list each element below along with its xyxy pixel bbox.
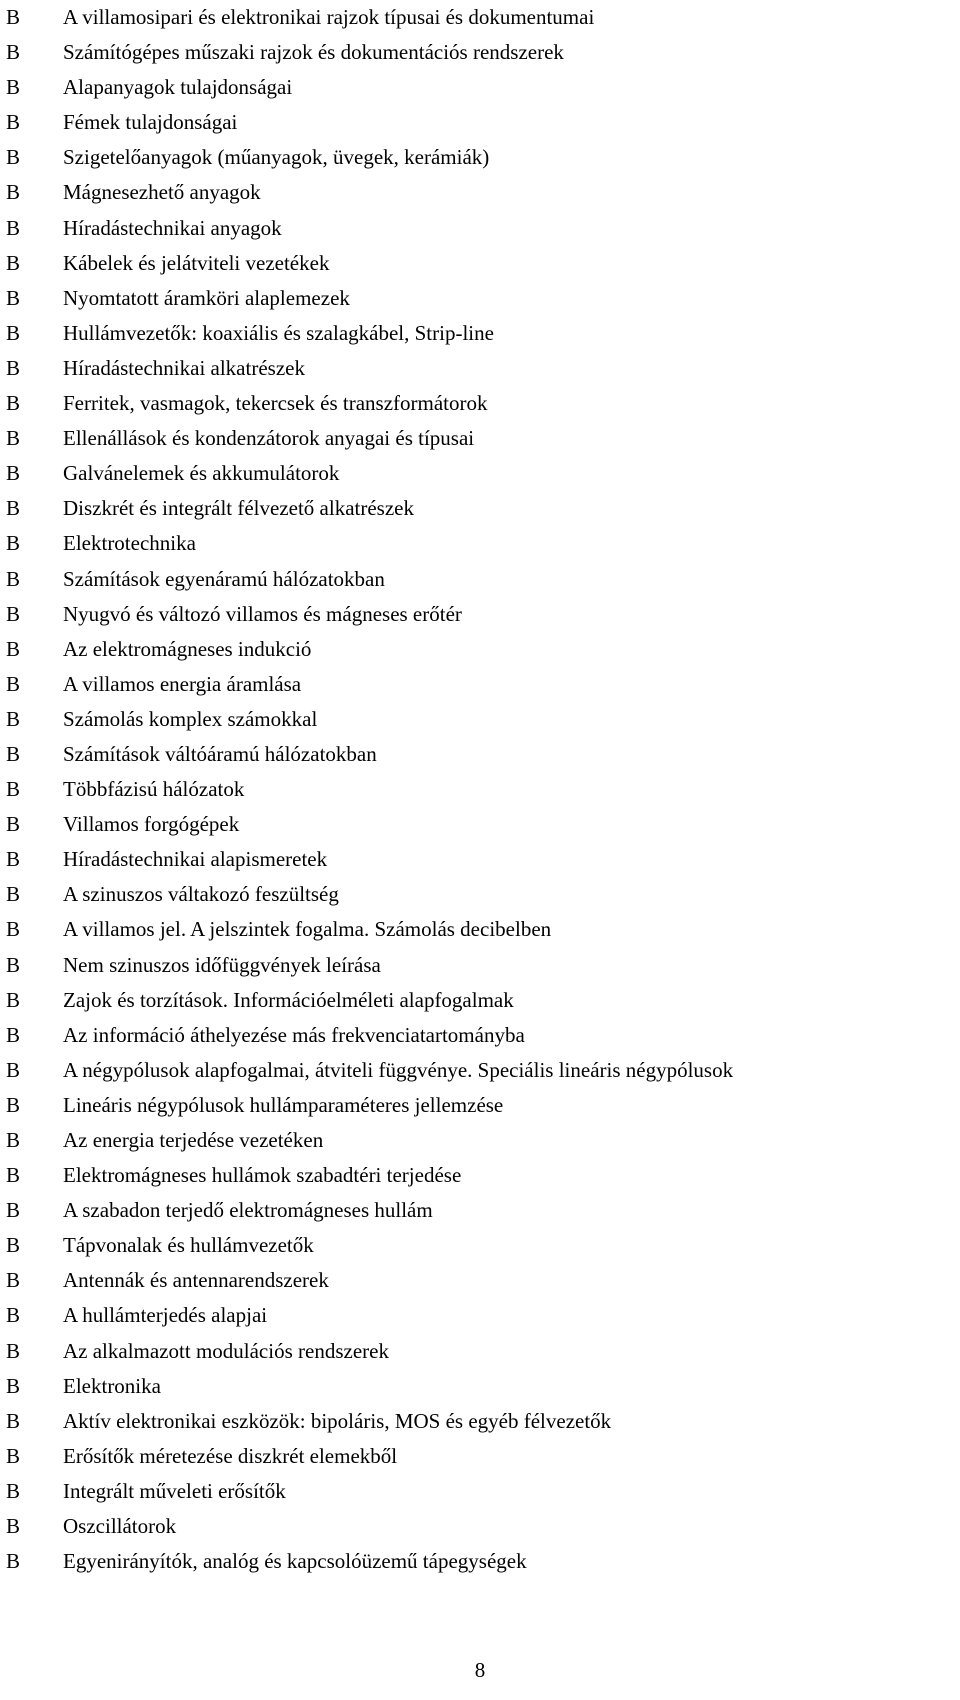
level-marker: B (6, 1549, 21, 1574)
topic-row (6, 877, 954, 912)
level-marker: B (6, 1163, 21, 1188)
topic-title: Híradástechnikai alapismeretek (63, 847, 328, 872)
topic-row (6, 456, 954, 491)
topic-row (6, 316, 954, 351)
level-marker: B (6, 987, 21, 1012)
level-marker: B (6, 601, 21, 626)
level-marker: B (6, 847, 21, 872)
topic-row (6, 562, 954, 597)
topic-row (6, 105, 954, 140)
topic-row (6, 1193, 954, 1228)
topic-title: Tápvonalak és hullámvezetők (63, 1233, 314, 1258)
level-marker: B (6, 1478, 21, 1503)
topic-title: Híradástechnikai anyagok (63, 215, 282, 240)
topic-title: A négypólusok alapfogalmai, átviteli függvénye. Speciális lineáris négypólusok (63, 1057, 734, 1082)
topic-row (6, 526, 954, 561)
level-marker: B (6, 777, 21, 802)
topic-title: Diszkrét és integrált félvezető alkatrészek (63, 496, 414, 521)
topic-title: Elektronika (63, 1373, 161, 1398)
level-marker: B (6, 671, 21, 696)
topic-title: Nyomtatott áramköri alaplemezek (63, 285, 350, 310)
level-marker: B (6, 1268, 21, 1293)
level-marker: B (6, 917, 21, 942)
level-marker: B (6, 320, 21, 345)
topic-title: Az energia terjedése vezetéken (63, 1128, 324, 1152)
topic-row (6, 35, 954, 70)
topic-title: Aktív elektronikai eszközök: bipoláris, MOS és egyéb félvezetők (63, 1408, 612, 1433)
level-marker: B (6, 426, 21, 451)
topic-row (6, 737, 954, 772)
topic-title: Számítások váltóáramú hálózatokban (63, 741, 377, 766)
level-marker: B (6, 706, 21, 731)
topic-row (6, 912, 954, 947)
topic-title: Az alkalmazott modulációs rendszerek (63, 1338, 389, 1363)
level-marker: B (6, 391, 21, 416)
topic-title: Kábelek és jelátviteli vezetékek (63, 250, 330, 275)
topic-row (6, 1509, 954, 1544)
topic-row (6, 211, 954, 246)
topic-title: Antennák és antennarendszerek (63, 1268, 329, 1293)
topic-title: Számolás komplex számokkal (63, 706, 318, 731)
topic-row (6, 667, 954, 702)
topic-title: Ellenállások és kondenzátorok anyagai és típusai (63, 426, 475, 451)
topic-row (6, 983, 954, 1018)
topic-title: Villamos forgógépek (63, 812, 240, 837)
level-marker: B (6, 180, 21, 205)
topic-title: Nem szinuszos időfüggvények leírása (63, 952, 381, 977)
level-marker: B (6, 1233, 21, 1258)
topic-row (6, 842, 954, 877)
level-marker: B (6, 1408, 21, 1433)
level-marker: B (6, 1373, 21, 1398)
level-marker: B (6, 1303, 21, 1328)
level-marker: B (6, 1514, 21, 1539)
topic-row (6, 1228, 954, 1263)
level-marker: B (6, 250, 21, 275)
topic-list (6, 0, 954, 1579)
level-marker: B (6, 40, 21, 65)
topic-row (6, 0, 954, 35)
topic-row (6, 632, 954, 667)
level-marker: B (6, 1198, 21, 1223)
topic-title: Zajok és torzítások. Információelméleti alapfogalmak (63, 987, 514, 1012)
topic-title: A szinuszos váltakozó feszültség (63, 882, 339, 907)
topic-title: A villamos energia áramlása (63, 671, 302, 696)
topic-row (6, 1439, 954, 1474)
topic-title: Egyenirányítók, analóg és kapcsolóüzemű tápegységek (63, 1549, 527, 1574)
level-marker: B (6, 145, 21, 170)
topic-title: Lineáris négypólusok hullámparaméteres jellemzése (63, 1092, 504, 1117)
topic-row (6, 1404, 954, 1439)
topic-title: Számítások egyenáramú hálózatokban (63, 566, 385, 591)
level-marker: B (6, 882, 21, 907)
topic-row (6, 1544, 954, 1579)
topic-row (6, 1123, 954, 1158)
topic-title: Alapanyagok tulajdonságai (63, 75, 293, 100)
topic-title: Számítógépes műszaki rajzok és dokumentációs rendszerek (63, 40, 564, 65)
topic-title: A villamosipari és elektronikai rajzok típusai és dokumentumai (63, 5, 595, 29)
level-marker: B (6, 110, 21, 135)
topic-title: Többfázisú hálózatok (63, 777, 245, 802)
topic-row (6, 140, 954, 175)
level-marker: B (6, 5, 21, 29)
level-marker: B (6, 1128, 21, 1152)
topic-row (6, 281, 954, 316)
topic-title: A szabadon terjedő elektromágneses hullám (63, 1198, 433, 1223)
page-number: 8 (474, 1658, 486, 1682)
topic-title: Mágnesezhető anyagok (63, 180, 261, 205)
topic-row (6, 702, 954, 737)
topic-title: Erősítők méretezése diszkrét elemekből (63, 1443, 398, 1468)
topic-title: Híradástechnikai alkatrészek (63, 355, 305, 380)
topic-title: Nyugvó és változó villamos és mágneses erőtér (63, 601, 462, 626)
topic-row (6, 597, 954, 632)
topic-title: Hullámvezetők: koaxiális és szalagkábel, Strip-line (63, 320, 494, 345)
topic-title: A villamos jel. A jelszintek fogalma. Számolás decibelben (63, 917, 552, 942)
level-marker: B (6, 496, 21, 521)
topic-row (6, 1474, 954, 1509)
level-marker: B (6, 1338, 21, 1363)
topic-row (6, 246, 954, 281)
topic-title: Oszcillátorok (63, 1514, 177, 1539)
level-marker: B (6, 285, 21, 310)
topic-row (6, 175, 954, 210)
level-marker: B (6, 952, 21, 977)
topic-row (6, 1018, 954, 1053)
level-marker: B (6, 531, 21, 556)
topic-row (6, 1088, 954, 1123)
topic-row (6, 491, 954, 526)
topic-row (6, 421, 954, 456)
topic-row (6, 1298, 954, 1333)
level-marker: B (6, 566, 21, 591)
topic-title: Szigetelőanyagok (műanyagok, üvegek, kerámiák) (63, 145, 490, 170)
topic-row (6, 948, 954, 983)
level-marker: B (6, 812, 21, 837)
level-marker: B (6, 1443, 21, 1468)
topic-title: Elektrotechnika (63, 531, 196, 556)
topic-row (6, 1334, 954, 1369)
topic-row (6, 351, 954, 386)
level-marker: B (6, 1057, 21, 1082)
level-marker: B (6, 741, 21, 766)
level-marker: B (6, 636, 21, 661)
topic-row (6, 807, 954, 842)
topic-row (6, 70, 954, 105)
topic-row (6, 1263, 954, 1298)
topic-row (6, 386, 954, 421)
level-marker: B (6, 1092, 21, 1117)
topic-row (6, 772, 954, 807)
topic-title: Ferritek, vasmagok, tekercsek és transzformátorok (63, 391, 488, 416)
topic-title: Integrált műveleti erősítők (63, 1478, 286, 1503)
topic-row (6, 1369, 954, 1404)
level-marker: B (6, 461, 21, 486)
topic-title: Az elektromágneses indukció (63, 636, 312, 661)
topic-title: A hullámterjedés alapjai (63, 1303, 268, 1328)
topic-row (6, 1053, 954, 1088)
topic-row (6, 1158, 954, 1193)
level-marker: B (6, 215, 21, 240)
level-marker: B (6, 75, 21, 100)
topic-title: Fémek tulajdonságai (63, 110, 238, 135)
level-marker: B (6, 1022, 21, 1047)
topic-title: Galvánelemek és akkumulátorok (63, 461, 340, 486)
level-marker: B (6, 355, 21, 380)
topic-title: Az információ áthelyezése más frekvenciatartományba (63, 1022, 525, 1047)
topic-title: Elektromágneses hullámok szabadtéri terjedése (63, 1163, 462, 1188)
